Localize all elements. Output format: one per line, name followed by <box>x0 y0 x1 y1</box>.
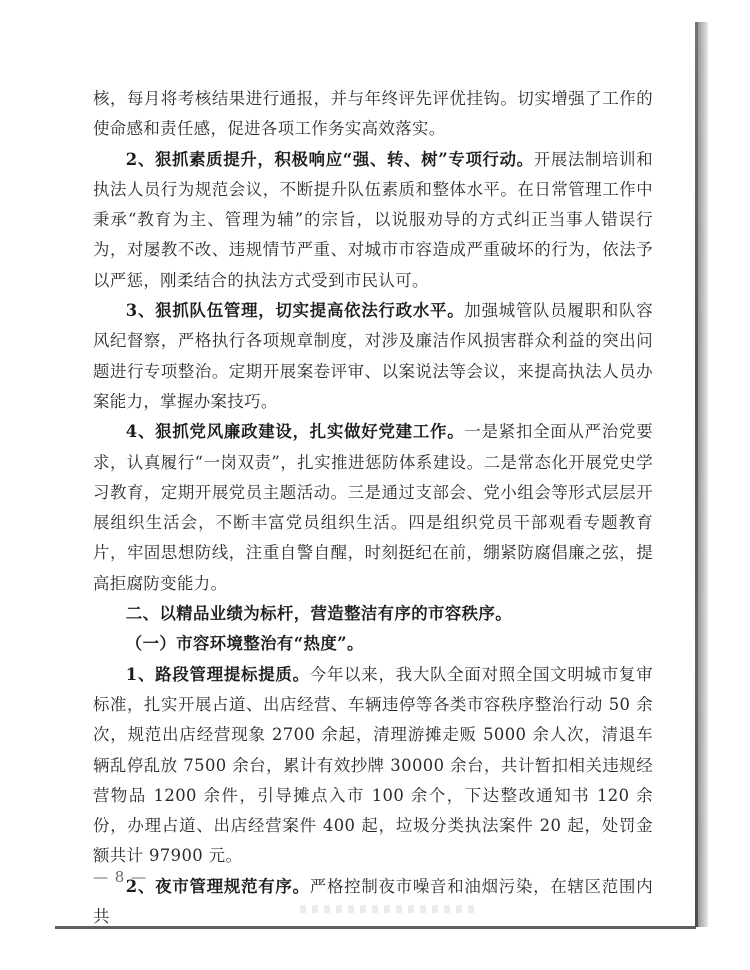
paragraph-text: 今年以来，我大队全面对照全国文明城市复审标准，扎实开展占道、出店经营、车辆违停等各类市容秩序整治行动 50 余次，规范出店经营现象 2700 余起，清理游摊走贩 5000 余人次，清退车辆乱停乱放 7500 余台，累计有效抄牌 30000 余台，共计暂扣相关违规经营物品 1200 余件，引导摊点入市 100 余个，下达整改通知书 120 余份，办理占道、出店经营案件 400 起，垃圾分类执法案件 20 起，处罚金额共计 97900 元。 <box>93 664 654 866</box>
paragraph-heading: 2、狠抓素质提升，积极响应“强、转、树”专项行动。 <box>125 149 534 169</box>
paragraph-party-building <box>93 417 653 599</box>
scan-edge-shadow <box>698 22 708 927</box>
paragraph-text: 严格控制夜市噪音和油烟污染，在辖区范围内共 <box>93 876 654 927</box>
subsection-heading-text: （一）市容环境整治有“热度”。 <box>125 634 364 654</box>
document-body <box>93 84 653 932</box>
subsection-heading-one <box>93 629 653 659</box>
paragraph-heading: 4、狠抓党风廉政建设，扎实做好党建工作。 <box>125 422 465 442</box>
paragraph-quality-improvement <box>93 145 653 296</box>
paragraph-heading: 3、狠抓队伍管理，切实提高依法行政水平。 <box>125 301 465 321</box>
paragraph-text: 核，每月将考核结果进行通报，并与年终评先评优挂钩。切实增强了工作的使命感和责任感，促进各项工作务实高效落实。 <box>93 89 653 139</box>
paragraph-road-management <box>93 660 653 872</box>
faint-scan-mark <box>300 905 480 913</box>
paragraph-text: 开展法制培训和执法人员行为规范会议，不断提升队伍素质和整体水平。在日常管理工作中秉承“教育为主、管理为辅”的宗旨，以说服劝导的方式纠正当事人错误行为，对屡教不改、违规情节严重、对城市市容造成严重破坏的行为，依法予以严惩，刚柔结合的执法方式受到市民认可。 <box>93 149 653 290</box>
paragraph-heading: 1、路段管理提标提质。 <box>125 664 310 684</box>
paragraph-text: 加强城管队员履职和队容风纪督察，严格执行各项规章制度，对涉及廉洁作风损害群众利益的突出问题进行专项整治。定期开展案卷评审、以案说法等会议，来提高执法人员办案能力，掌握办案技巧。 <box>93 301 653 411</box>
scan-edge-line <box>695 22 698 927</box>
paragraph-night-market <box>93 872 653 933</box>
paragraph-team-management <box>93 296 653 417</box>
page-number: — 8 — <box>93 868 148 886</box>
section-heading-two <box>93 599 653 629</box>
paragraph-heading: 2、夜市管理规范有序。 <box>125 876 310 896</box>
section-heading-text: 二、以精品业绩为标杆，营造整洁有序的市容秩序。 <box>125 604 512 624</box>
paragraph-continuation <box>93 84 653 145</box>
paragraph-text: 一是紧扣全面从严治党要求，认真履行“一岗双责”，扎实推进惩防体系建设。二是常态化开展党史学习教育，定期开展党员主题活动。三是通过支部会、党小组会等形式层层开展组织生活会，不断丰富党员组织生活。四是组织党员干部观看专题教育片，牢固思想防线，注重自警自醒，时刻挺纪在前，绷紧防腐倡廉之弦，提高拒腐防变能力。 <box>93 422 653 593</box>
